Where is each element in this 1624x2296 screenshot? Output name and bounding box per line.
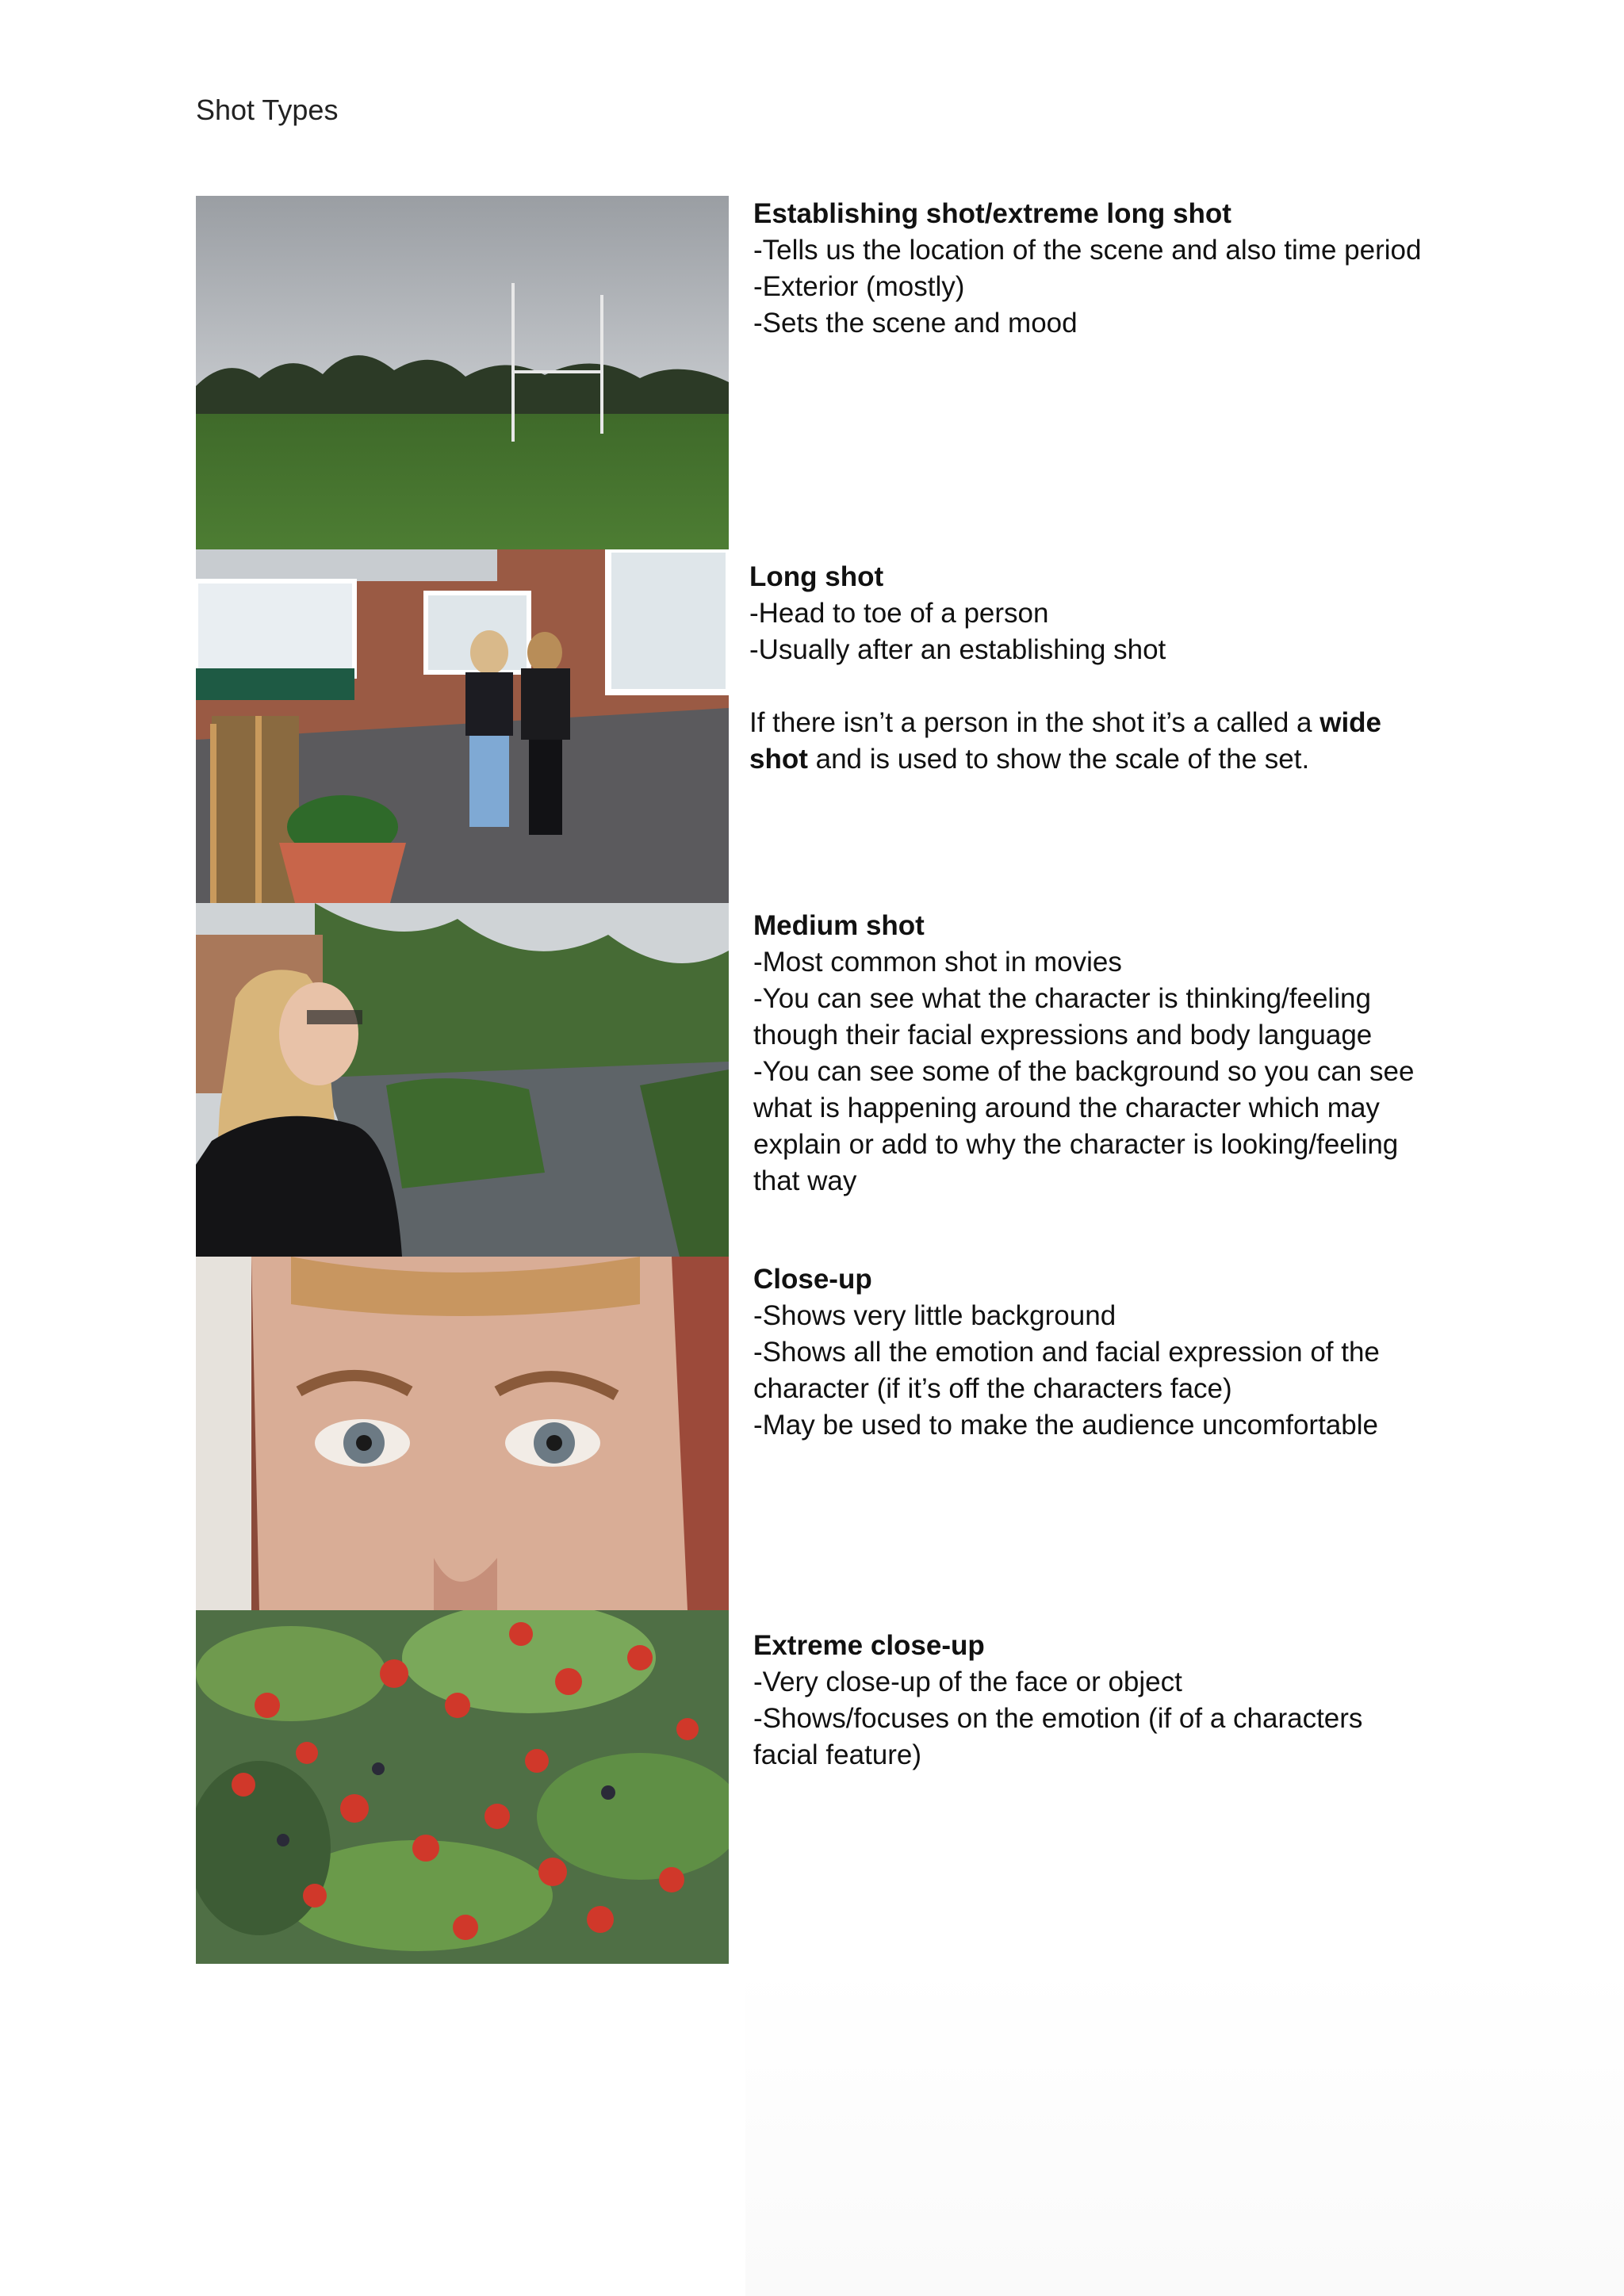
- description-line: -Tells us the location of the scene and also time period: [753, 235, 1422, 266]
- description-line: -May be used to make the audience uncomfortable: [753, 1410, 1378, 1441]
- description-line: though their facial expressions and body language: [753, 1020, 1373, 1050]
- description-line: facial feature): [753, 1739, 922, 1770]
- note-text: If there isn’t a person in the shot it’s a called a: [749, 707, 1320, 738]
- description-line: -Very close-up of the face or object: [753, 1667, 1182, 1697]
- description-line: character (if it’s off the characters face): [753, 1373, 1232, 1404]
- note-bold: wide: [1320, 707, 1382, 738]
- wide-shot-note: [749, 705, 1431, 778]
- section-heading: Long shot: [749, 561, 884, 592]
- note-text: and is used to show the scale of the set.: [807, 744, 1310, 775]
- medium-shot-photo: [196, 903, 729, 1257]
- description-line: -Shows all the emotion and facial expression of the: [753, 1337, 1380, 1368]
- long-shot-photo: [196, 549, 729, 903]
- note-bold: shot: [749, 744, 808, 775]
- shot-section-extreme-close-up: [196, 1610, 1504, 1964]
- extreme-close-up-photo: [196, 1610, 729, 1964]
- extreme-close-up-description: [753, 1628, 1435, 1774]
- description-line: -Shows very little background: [753, 1300, 1116, 1331]
- description-line: -You can see some of the background so you can see: [753, 1056, 1415, 1087]
- establishing-shot-photo: [196, 196, 729, 549]
- description-line: -Usually after an establishing shot: [749, 634, 1166, 665]
- section-heading: Establishing shot/extreme long shot: [753, 198, 1231, 229]
- description-line: -Sets the scene and mood: [753, 308, 1078, 339]
- description-line: -You can see what the character is thinking/feeling: [753, 983, 1371, 1014]
- section-heading: Extreme close-up: [753, 1630, 985, 1661]
- page-background-shade: [745, 1966, 1624, 2296]
- medium-shot-description: [753, 908, 1435, 1200]
- description-line: -Head to toe of a person: [749, 598, 1049, 629]
- description-line: that way: [753, 1165, 857, 1196]
- shot-section-long: [196, 549, 1504, 903]
- shot-section-medium: [196, 903, 1504, 1257]
- section-heading: Medium shot: [753, 910, 925, 941]
- description-line: -Shows/focuses on the emotion (if of a characters: [753, 1703, 1363, 1734]
- shot-section-close-up: [196, 1257, 1504, 1610]
- shot-section-establishing: [196, 196, 1504, 549]
- description-line: what is happening around the character which may: [753, 1093, 1380, 1123]
- close-up-photo: [196, 1257, 729, 1610]
- close-up-description: [753, 1261, 1435, 1444]
- description-line: explain or add to why the character is looking/feeling: [753, 1129, 1399, 1160]
- long-shot-description: [749, 559, 1431, 778]
- establishing-shot-description: [753, 196, 1435, 342]
- description-line: -Most common shot in movies: [753, 947, 1122, 978]
- page-title: Shot Types: [196, 94, 339, 126]
- description-line: -Exterior (mostly): [753, 271, 965, 302]
- section-heading: Close-up: [753, 1264, 872, 1295]
